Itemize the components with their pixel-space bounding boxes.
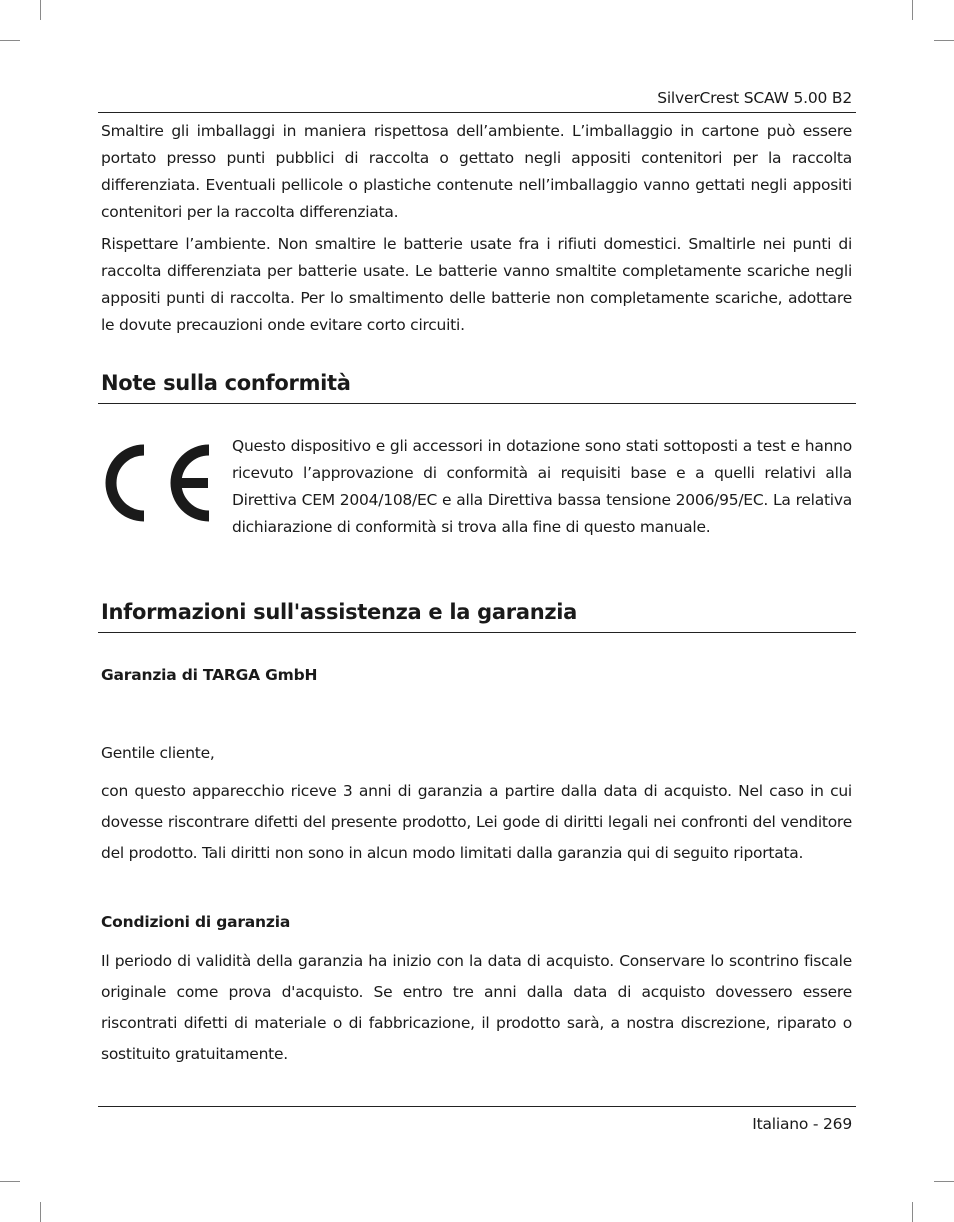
- greeting: Gentile cliente,: [101, 744, 215, 762]
- ce-mark-icon: [100, 441, 215, 525]
- warranty-heading: Informazioni sull'assistenza e la garanzia: [101, 600, 578, 624]
- section-rule: [98, 632, 856, 633]
- crop-mark: [934, 40, 954, 41]
- crop-mark: [912, 1202, 913, 1222]
- crop-mark: [934, 1181, 954, 1182]
- header-rule: [98, 112, 856, 113]
- conditions-paragraph: Il periodo di validità della garanzia ha inizio con la data di acquisto. Conservare lo scontrino fiscale originale come prova d'acquisto. Se entro tre anni dalla data di acquisto dovessero essere riscontrati difetti di materiale o di fabbricazione, il prodotto sarà, a nostra discrezione, riparato o sostituito gratuitamente.: [101, 952, 852, 1063]
- conformity-paragraph: Questo dispositivo e gli accessori in dotazione sono stati sottoposti a test e hanno ricevuto l’approvazione di conformità ai requisiti base e a quelli relativi alla Direttiva CEM 2004/108/EC e alla Direttiva bassa tensione 2006/95/EC. La relativa dichiarazione di conformità si trova alla fine di questo manuale.: [232, 437, 852, 536]
- warranty-subheading: Garanzia di TARGA GmbH: [101, 666, 318, 684]
- crop-mark: [0, 1181, 20, 1182]
- section-rule: [98, 403, 856, 404]
- packaging-disposal-paragraph: Smaltire gli imballaggi in maniera rispettosa dell’ambiente. L’imballaggio in cartone può essere portato presso punti pubblici di raccolta o gettato negli appositi contenitori per la raccolta differenziata. Eventuali pellicole o plastiche contenute nell’imballaggio vanno gettati negli appositi contenitori per la raccolta differenziata.: [101, 122, 852, 221]
- crop-mark: [40, 1202, 41, 1222]
- warranty-intro-paragraph: con questo apparecchio riceve 3 anni di garanzia a partire dalla data di acquisto. Nel caso in cui dovesse riscontrare difetti del presente prodotto, Lei gode di diritti legali nei confronti del venditore del prodotto. Tali diritti non sono in alcun modo limitati dalla garanzia qui di seguito riportata.: [101, 782, 852, 862]
- footer-rule: [98, 1106, 856, 1107]
- battery-disposal-paragraph: Rispettare l’ambiente. Non smaltire le batterie usate fra i rifiuti domestici. Smaltirle nei punti di raccolta differenziata per batterie usate. Le batterie vanno smaltite completamente scariche negli appositi punti di raccolta. Per lo smaltimento delle batterie non completamente scariche, adottare le dovute precauzioni onde evitare corto circuiti.: [101, 235, 852, 334]
- page-header: SilverCrest SCAW 5.00 B2: [657, 89, 852, 107]
- crop-mark: [912, 0, 913, 20]
- page-number: Italiano - 269: [752, 1115, 852, 1133]
- crop-mark: [40, 0, 41, 20]
- crop-mark: [0, 40, 20, 41]
- conditions-subheading: Condizioni di garanzia: [101, 913, 291, 931]
- conformity-heading: Note sulla conformità: [101, 371, 351, 395]
